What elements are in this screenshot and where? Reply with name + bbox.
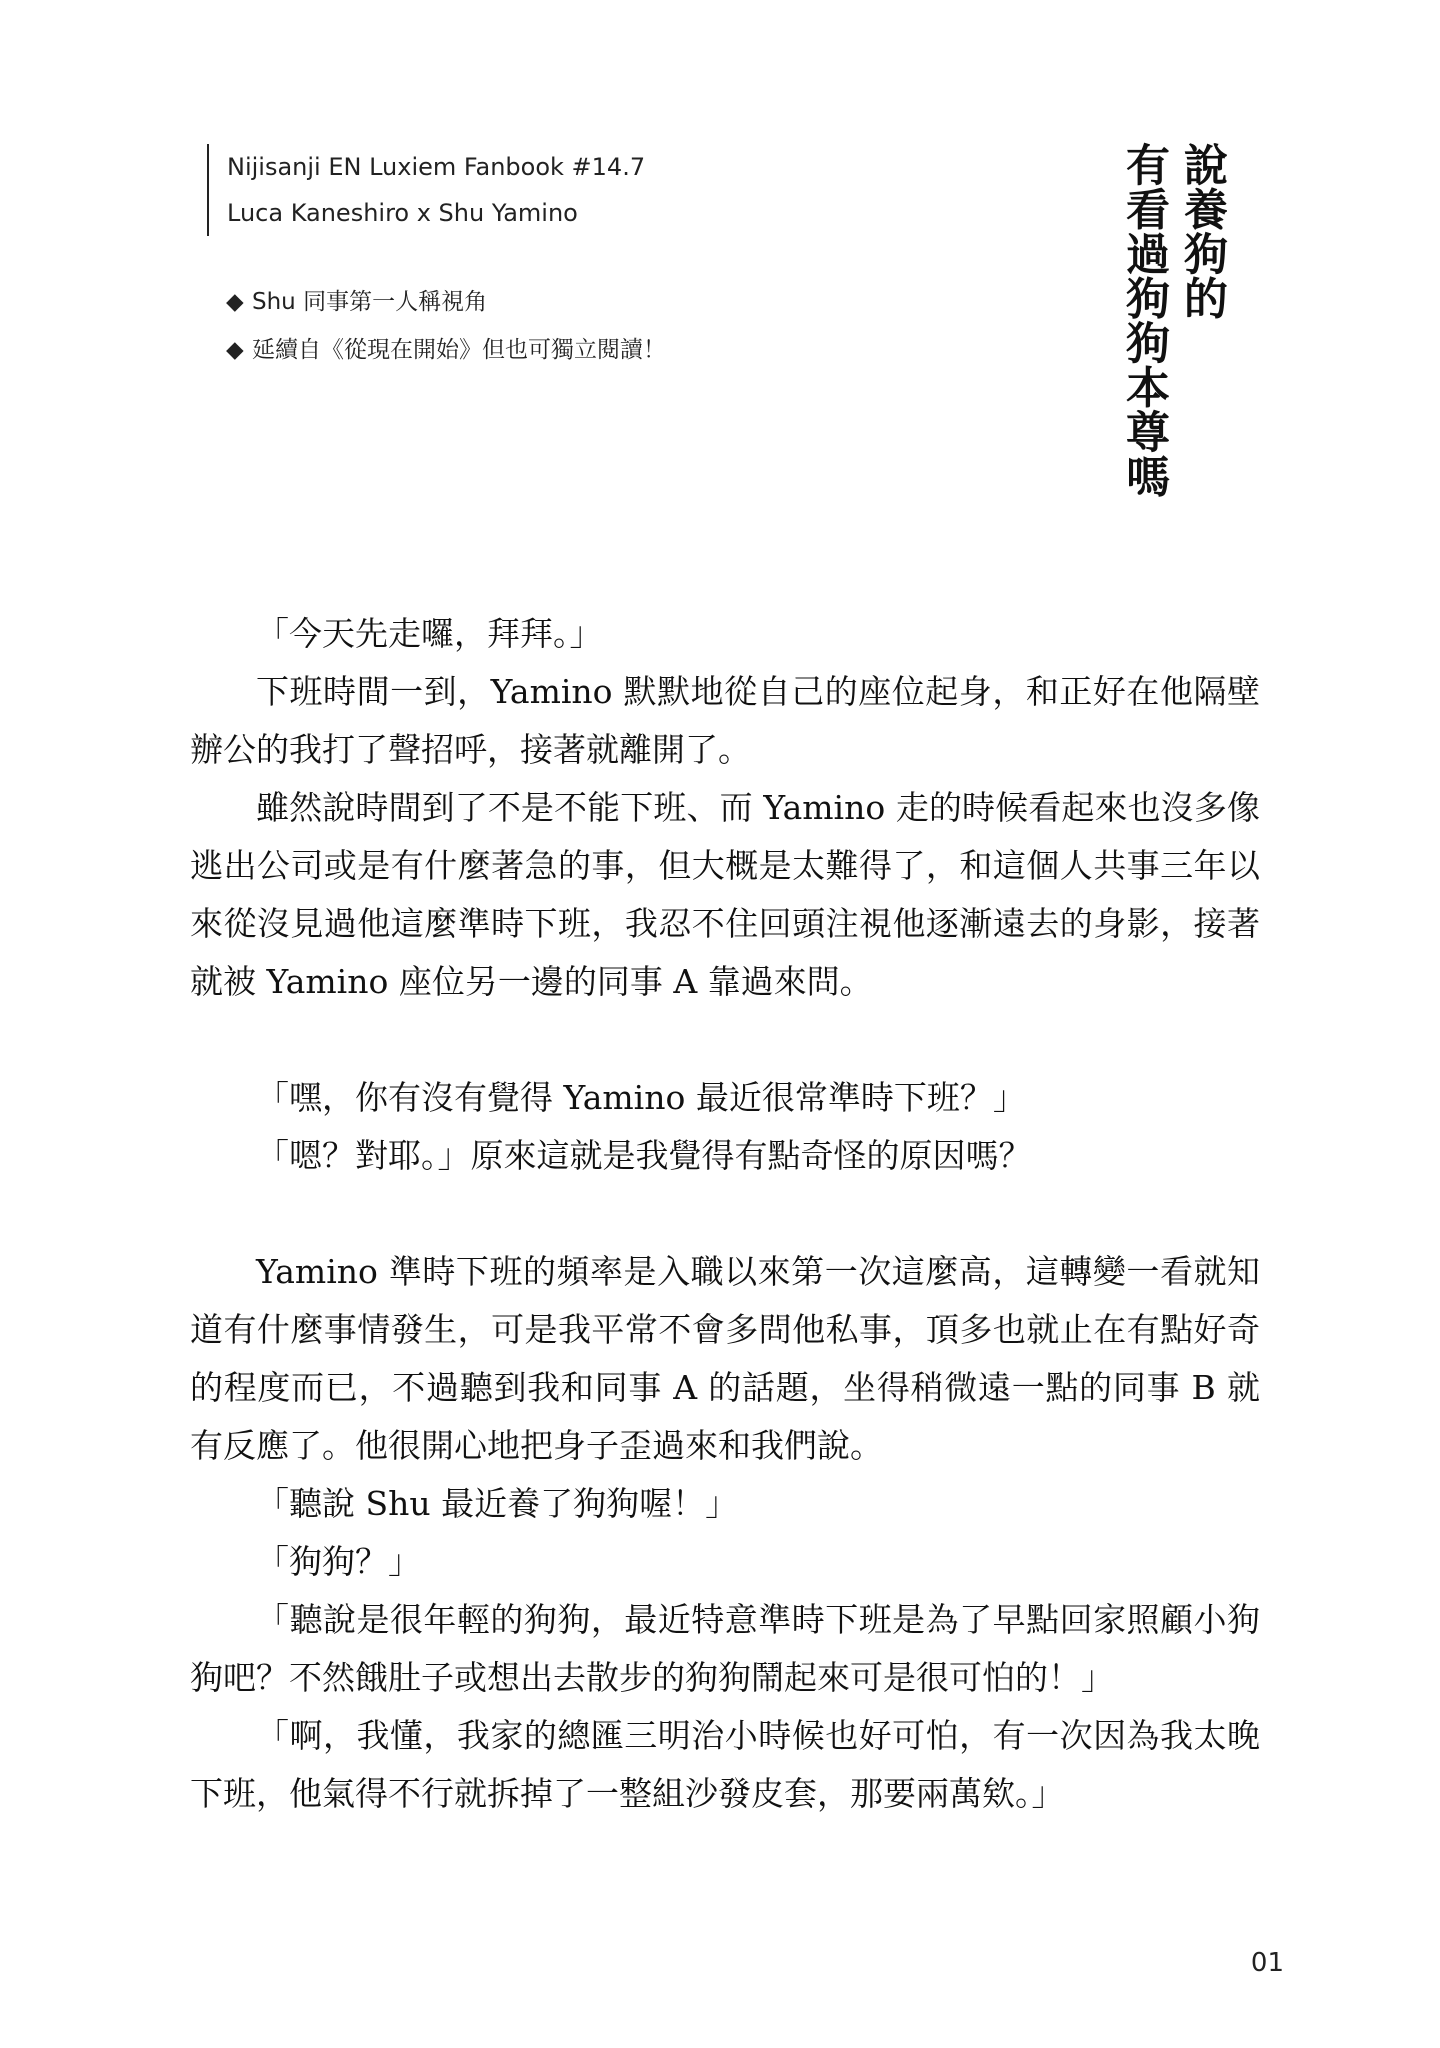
paragraph: 下班時間一到，Yamino 默默地從自己的座位起身，和正好在他隔壁辦公的我打了聲招呼，接著就離開了。	[190, 672, 1260, 769]
paragraph: 「聽說 Shu 最近養了狗狗喔！」	[256, 1484, 739, 1523]
note-item	[226, 326, 666, 374]
note-text: 延續自《從現在開始》但也可獨立閱讀！	[252, 337, 666, 363]
page-number: 01	[1250, 1948, 1284, 1978]
story-body	[190, 605, 1260, 1823]
paragraph-gap	[190, 1185, 1260, 1243]
note-item	[226, 278, 666, 326]
note-text: Shu 同事第一人稱視角	[252, 289, 488, 315]
paragraph: 「啊，我懂，我家的總匯三明治小時候也好可怕，有一次因為我太晚下班，他氣得不行就拆掉了一整組沙發皮套，那要兩萬欸。」	[190, 1716, 1260, 1813]
diamond-bullet-icon: ◆	[226, 337, 244, 363]
pairing-line: Luca Kaneshiro x Shu Yamino	[227, 199, 578, 227]
title-column-1: 說養狗的	[1176, 142, 1227, 320]
paragraph: 「聽說是很年輕的狗狗，最近特意準時下班是為了早點回家照顧小狗狗吧？不然餓肚子或想出去散步的狗狗鬧起來可是很可怕的！」	[190, 1600, 1260, 1697]
story-title	[1100, 142, 1230, 522]
title-column-2: 有看過狗狗本尊嗎	[1118, 142, 1169, 498]
paragraph: 「今天先走囉，拜拜。」	[256, 614, 603, 653]
paragraph: 「嘿，你有沒有覺得 Yamino 最近很常準時下班？」	[256, 1078, 1026, 1117]
header-block	[207, 144, 645, 236]
notes-list	[226, 278, 666, 374]
paragraph: Yamino 準時下班的頻率是入職以來第一次這麼高，這轉變一看就知道有什麼事情發生，可是我平常不會多問他私事，頂多也就止在有點好奇的程度而已，不過聽到我和同事 A 的話題，坐得稍微遠一點的同事 B 就有反應了。他很開心地把身子歪過來和我們說。	[190, 1252, 1260, 1465]
paragraph: 「狗狗？」	[256, 1542, 421, 1581]
paragraph: 「嗯？對耶。」原來這就是我覺得有點奇怪的原因嗎？	[256, 1136, 1032, 1175]
paragraph-gap	[190, 1011, 1260, 1069]
diamond-bullet-icon: ◆	[226, 289, 244, 315]
paragraph: 雖然說時間到了不是不能下班、而 Yamino 走的時候看起來也沒多像逃出公司或是有什麼著急的事，但大概是太難得了，和這個人共事三年以來從沒見過他這麼準時下班，我忍不住回頭注視他逐漸遠去的身影，接著就被 Yamino 座位另一邊的同事 A 靠過來問。	[190, 788, 1260, 1001]
fanbook-title: Nijisanji EN Luxiem Fanbook #14.7	[227, 153, 646, 181]
